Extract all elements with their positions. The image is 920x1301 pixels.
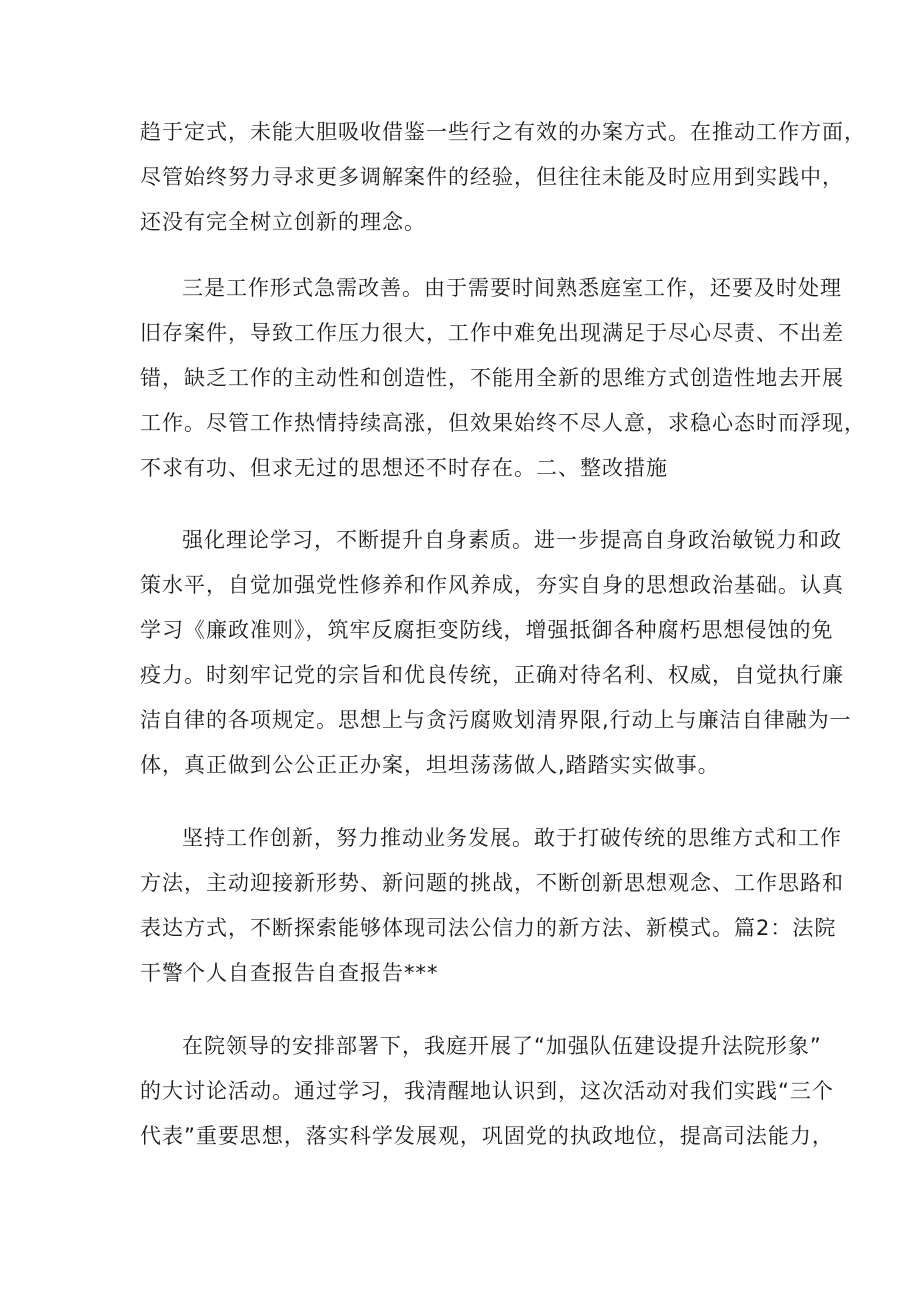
text-line: 旧存案件，导致工作压力很大，工作中难免出现满足于尽心尽责、不出差 — [140, 321, 844, 345]
text-line: 不求有功、但求无过的思想还不时存在。二、整改措施 — [140, 456, 668, 480]
paragraph-1 — [140, 110, 866, 245]
text-line: 干警个人自查报告自查报告*** — [140, 961, 439, 985]
text-line: 强化理论学习，不断提升自身素质。进一步提高自身政治敏锐力和政 — [182, 528, 842, 552]
text-line: 坚持工作创新，努力推动业务发展。敢于打破传统的思维方式和工作 — [182, 826, 842, 850]
text-line: 的大讨论活动。通过学习，我清醒地认识到，这次活动对我们实践“三个 — [140, 1079, 834, 1103]
text-line: 疫力。时刻牢记党的宗旨和优良传统，正确对待名利、权威，自觉执行廉 — [140, 663, 844, 687]
text-line: 尽管始终努力寻求更多调解案件的经验，但往往未能及时应用到实践中， — [140, 165, 844, 189]
text-line: 错，缺乏工作的主动性和创造性，不能用全新的思维方式创造性地去开展 — [140, 366, 844, 390]
text-line: 代表”重要思想，落实科学发展观，巩固党的执政地位，提高司法能力， — [140, 1124, 834, 1148]
text-line: 体，真正做到公公正正办案，坦坦荡荡做人,踏踏实实做事。 — [140, 753, 720, 777]
text-line: 三是工作形式急需改善。由于需要时间熟悉庭室工作，还要及时处理 — [182, 276, 842, 300]
text-line: 在院领导的安排部署下，我庭开展了“加强队伍建设提升法院形象” — [182, 1034, 822, 1058]
text-line: 表达方式，不断探索能够体现司法公信力的新方法、新模式。篇2：法院 — [140, 916, 837, 940]
paragraph-4 — [140, 816, 844, 996]
paragraph-3 — [140, 518, 852, 788]
paragraph-2 — [140, 266, 866, 491]
text-line: 学习《廉政准则》，筑牢反腐拒变防线，增强抵御各种腐朽思想侵蚀的免 — [140, 618, 834, 642]
text-line: 工作。尽管工作热情持续高涨，但效果始终不尽人意，求稳心态时而浮现， — [140, 411, 866, 435]
text-line: 策水平，自觉加强党性修养和作风养成，夯实自身的思想政治基础。认真 — [140, 573, 844, 597]
text-line: 还没有完全树立创新的理念。 — [140, 210, 426, 234]
text-line: 方法，主动迎接新形势、新问题的挑战，不断创新思想观念、工作思路和 — [140, 871, 844, 895]
text-line: 洁自律的各项规定。思想上与贪污腐败划清界限,行动上与廉洁自律融为一 — [140, 708, 852, 732]
paragraph-5 — [140, 1024, 834, 1159]
text-line: 趋于定式，未能大胆吸收借鉴一些行之有效的办案方式。在推动工作方面， — [140, 120, 866, 144]
